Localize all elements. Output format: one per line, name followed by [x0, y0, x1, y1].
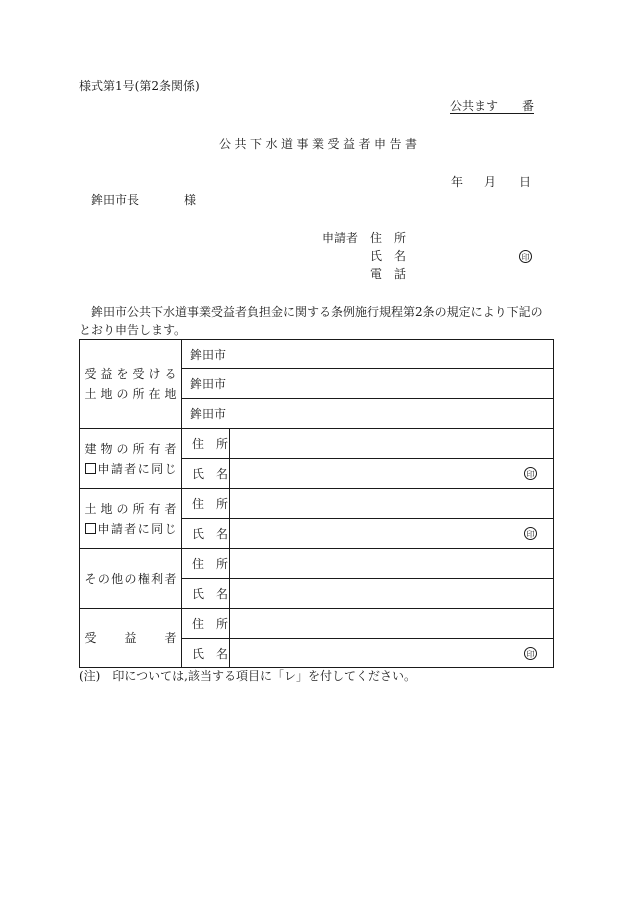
land-owner-name-field[interactable]: [230, 519, 554, 549]
building-owner-address-label: 住 所: [182, 429, 230, 459]
date-year-label: 年: [451, 175, 464, 189]
other-rights-name-field[interactable]: [230, 579, 554, 609]
beneficiary-name-label: 氏 名: [182, 639, 230, 668]
other-rights-address-row: [80, 549, 554, 579]
land-owner-address-label: 住 所: [182, 489, 230, 519]
other-rights-address-label: 住 所: [182, 549, 230, 579]
applicant-seal-icon: 印: [519, 249, 532, 263]
building-owner-name-field[interactable]: [230, 459, 554, 489]
applicant-address-label: 住 所: [370, 231, 407, 245]
beneficiary-address-row: [80, 609, 554, 639]
date-month-label: 月: [484, 175, 497, 189]
building-owner-address-field[interactable]: [230, 429, 554, 459]
building-owner-name-label: 氏 名: [182, 459, 230, 489]
other-rights-name-label: 氏 名: [182, 579, 230, 609]
applicant-label: 申請者: [322, 231, 359, 245]
applicant-phone-label: 電 話: [370, 267, 407, 281]
beneficiary-address-field[interactable]: [230, 609, 554, 639]
land-owner-name-label: 氏 名: [182, 519, 230, 549]
date-day-label: 日: [519, 175, 532, 189]
land-owner-seal-icon: 印: [524, 527, 537, 540]
other-rights-section-label: その他の権利者: [80, 549, 182, 609]
land-location-row: [80, 340, 554, 369]
land-location-field-1[interactable]: 鉾田市: [182, 340, 554, 369]
land-location-field-2[interactable]: 鉾田市: [182, 369, 554, 399]
beneficiary-name-field[interactable]: [230, 639, 554, 668]
land-owner-section-label: 土地の所有者 申請者に同じ: [80, 489, 182, 549]
building-owner-section-label: 建物の所有者 申請者に同じ: [80, 429, 182, 489]
building-owner-address-row: [80, 429, 554, 459]
land-owner-same-as-applicant-checkbox[interactable]: [85, 523, 96, 534]
other-rights-address-field[interactable]: [230, 549, 554, 579]
addressee: 鉾田市長: [91, 193, 140, 207]
building-owner-same-as-applicant-checkbox[interactable]: [85, 463, 96, 474]
reference-number-label: 公共ます 番: [450, 99, 535, 113]
land-location-section-label: 受益を受ける 土地の所在地: [80, 340, 182, 429]
form-number: 様式第1号(第2条関係): [79, 79, 200, 93]
declaration-table: [79, 339, 554, 668]
notice-text: 鉾田市公共下水道事業受益者負担金に関する条例施行規程第2条の規定により下記のとおり申告します。: [79, 305, 543, 337]
beneficiary-address-label: 住 所: [182, 609, 230, 639]
addressee-honorific: 様: [184, 193, 197, 207]
building-owner-seal-icon: 印: [524, 467, 537, 480]
footnote: (注) 印については,該当する項目に「レ」を付してください。: [79, 669, 416, 683]
document-title: 公共下水道事業受益者申告書: [219, 137, 421, 151]
land-owner-address-field[interactable]: [230, 489, 554, 519]
land-location-field-3[interactable]: 鉾田市: [182, 399, 554, 429]
beneficiary-seal-icon: 印: [524, 647, 537, 660]
beneficiary-section-label: 受益者: [80, 609, 182, 668]
land-owner-address-row: [80, 489, 554, 519]
applicant-name-label: 氏 名: [370, 249, 407, 263]
